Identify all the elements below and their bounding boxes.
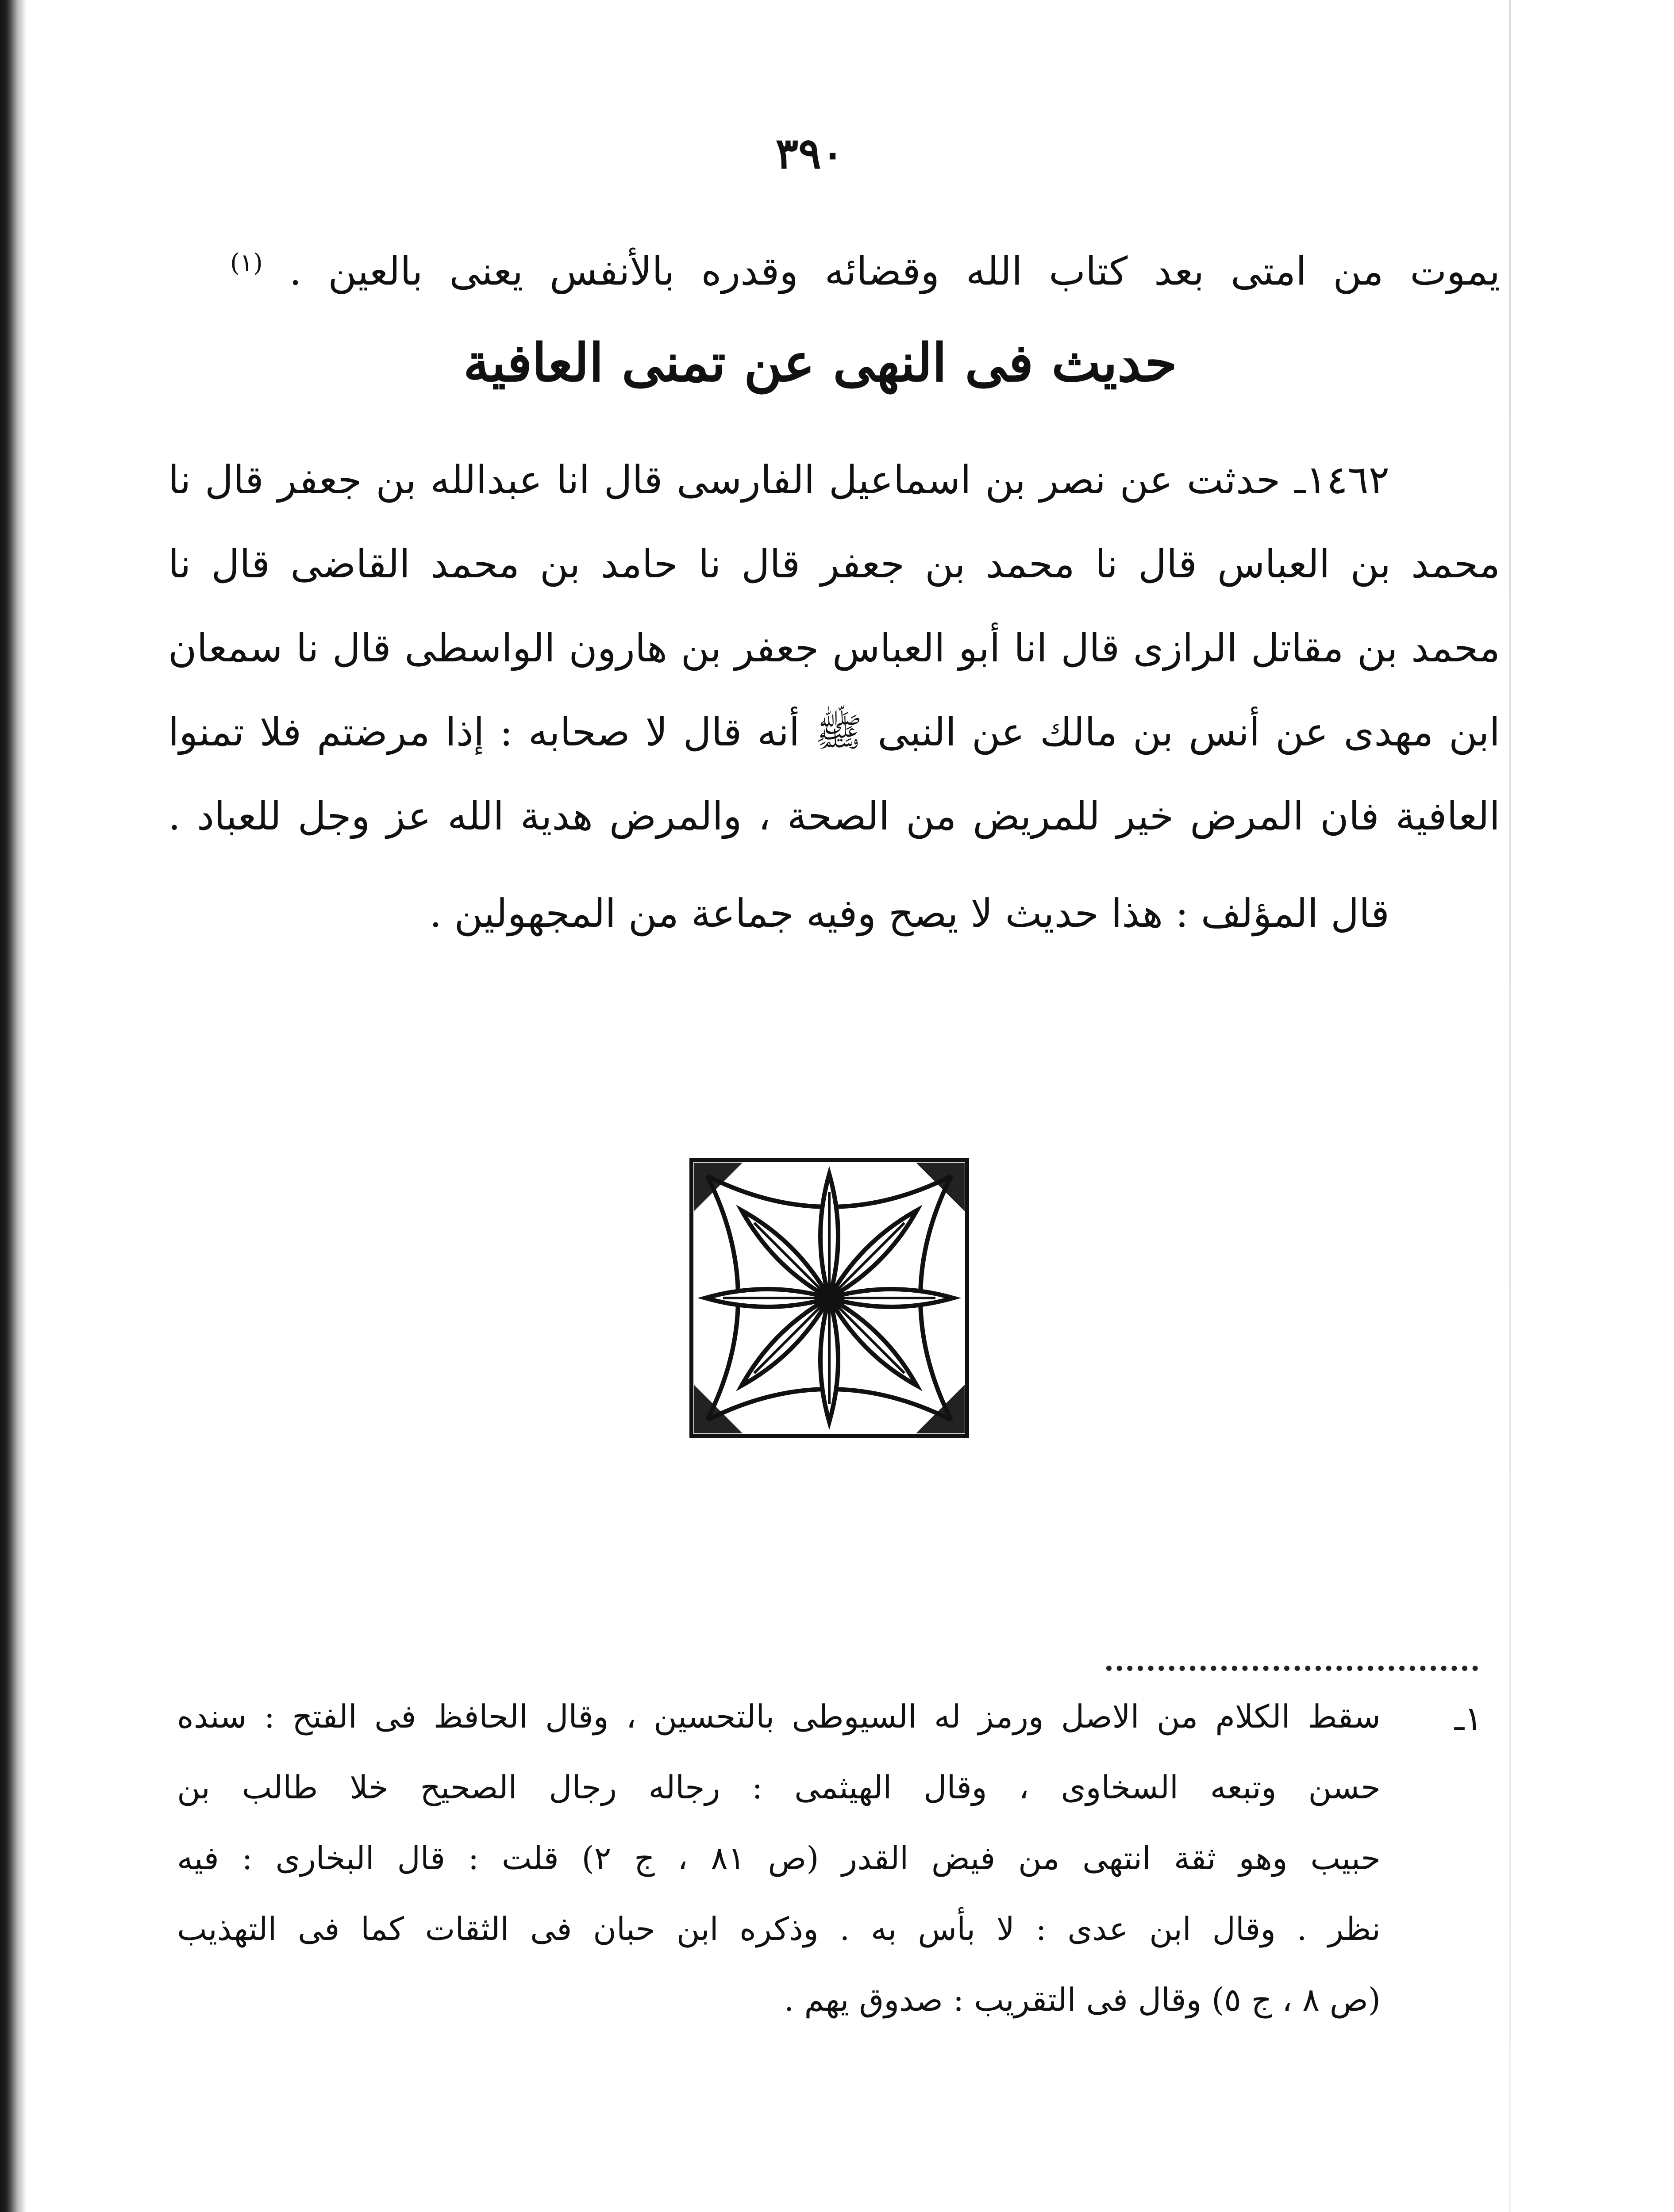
opening-line-text: يموت من امتى بعد كتاب الله وقضائه وقدره بالأنفس يعنى بالعين . xyxy=(289,248,1500,294)
floral-ornament-icon xyxy=(689,1158,969,1438)
fold-line xyxy=(1509,0,1511,2212)
page-number: ٣٩٠ xyxy=(775,128,844,178)
footnote-separator xyxy=(1106,1666,1478,1680)
footnote-line: (ص ٨ ، ج ٥) وقال فى التقريب : صدوق يهم . xyxy=(784,1981,1381,2018)
binding-edge xyxy=(0,0,27,2212)
footnote-marker: ١ـ xyxy=(1454,1699,1482,1738)
section-heading: حديث فى النهى عن تمنى العافية xyxy=(463,332,1177,393)
footnote-line: سقط الكلام من الاصل ورمز له السيوطى بالتحسين ، وقال الحافظ فى الفتح : سنده xyxy=(177,1698,1381,1735)
footnote-line: حبيب وهو ثقة انتهى من فيض القدر (ص ٨١ ، ج ٢) قلت : قال البخارى : فيه xyxy=(177,1839,1381,1877)
author-conclusion: قال المؤلف : هذا حديث لا يصح وفيه جماعة من المجهولين . xyxy=(429,891,1389,936)
footnote-line: نظر . وقال ابن عدى : لا بأس به . وذكره ابن حبان فى الثقات كما فى التهذيب xyxy=(177,1910,1381,1947)
hadith-line: ١٤٦٢ـ حدثت عن نصر بن اسماعيل الفارسى قال انا عبدالله بن جعفر قال نا xyxy=(168,457,1389,503)
hadith-line: محمد بن العباس قال نا محمد بن جعفر قال نا حامد بن محمد القاضى قال نا xyxy=(168,541,1500,587)
hadith-line: العافية فان المرض خير للمريض من الصحة ، والمرض هدية الله عز وجل للعباد . xyxy=(168,793,1500,839)
hadith-line: محمد بن مقاتل الرازى قال انا أبو العباس جعفر بن هارون الواسطى قال نا سمعان xyxy=(168,625,1500,671)
hadith-line: ابن مهدى عن أنس بن مالك عن النبى ﷺ أنه قال لا صحابه : إذا مرضتم فلا تمنوا xyxy=(168,709,1500,755)
footnote-line: حسن وتبعه السخاوى ، وقال الهيثمى : رجاله رجال الصحيح خلا طالب بن xyxy=(177,1769,1381,1806)
opening-line xyxy=(230,230,1500,296)
footnote-reference: (١) xyxy=(230,249,263,277)
